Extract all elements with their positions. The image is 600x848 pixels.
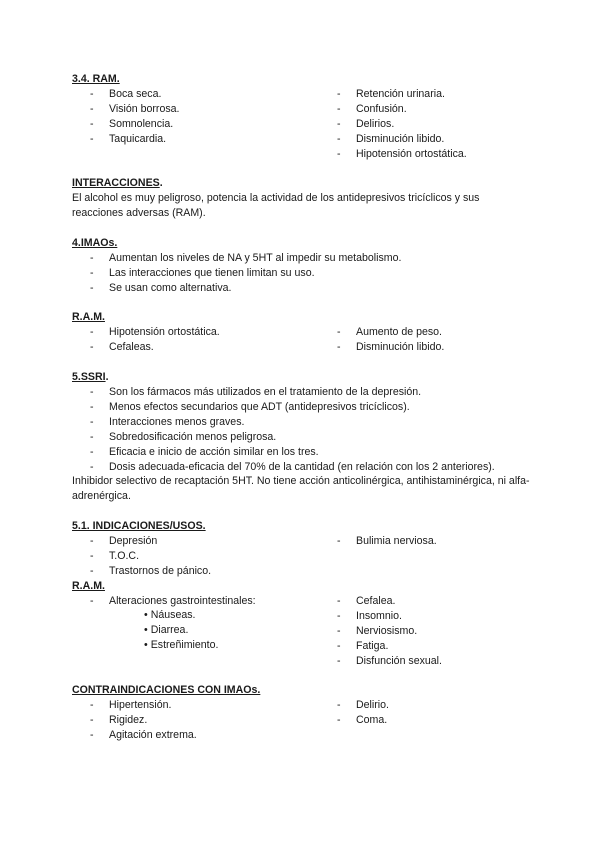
list-item: - Coma. [337, 713, 389, 728]
list-item: - Las interacciones que tienen limitan su uso. [90, 266, 401, 281]
contraindicaciones-list-right [337, 698, 389, 728]
list-item: - Hipotensión ortostática. [90, 325, 220, 340]
list-item: - Hipotensión ortostática. [337, 147, 467, 162]
indicaciones-list-left [90, 534, 211, 579]
heading-interacciones-suffix: . [159, 177, 163, 189]
heading-ssri [72, 371, 109, 384]
heading-ssri-text: 5.SSRI [72, 371, 106, 383]
list-item: - Hipertensión. [90, 698, 197, 713]
heading-ram-tricyclic: 3.4. RAM. [72, 73, 120, 85]
list-item: - Eficacia e inicio de acción similar en los tres. [90, 445, 495, 460]
list-item: - Cefalea. [337, 594, 442, 609]
indicaciones-list-right [337, 534, 437, 549]
list-item: - Alteraciones gastrointestinales: [90, 594, 256, 609]
list-item: - Boca seca. [90, 87, 179, 102]
list-item: - Confusión. [337, 102, 467, 117]
list-item: - Interacciones menos graves. [90, 415, 495, 430]
heading-contraindicaciones: CONTRAINDICACIONES CON IMAOs. [72, 684, 261, 696]
list-item: - Delirio. [337, 698, 389, 713]
sub-list-item: • Diarrea. [144, 623, 218, 638]
ram-tricyclic-list-left [90, 87, 179, 147]
list-item: - T.O.C. [90, 549, 211, 564]
list-item: - Dosis adecuada-eficacia del 70% de la cantidad (en relación con los 2 anteriores). [90, 460, 495, 475]
heading-indicaciones: 5.1. INDICACIONES/USOS. [72, 520, 206, 532]
sub-list-item: • Estreñimiento. [144, 638, 218, 653]
list-item: - Sobredosificación menos peligrosa. [90, 430, 495, 445]
list-item: - Disminución libido. [337, 132, 467, 147]
list-item: - Agitación extrema. [90, 728, 197, 743]
list-item: - Menos efectos secundarios que ADT (antidepresivos tricíclicos). [90, 400, 495, 415]
ssri-description: Inhibidor selectivo de recaptación 5HT. No tiene acción anticolinérgica, antihistaminérgica, ni alfa-adrenérgica. [72, 475, 530, 502]
list-item: - Aumento de peso. [337, 325, 444, 340]
ssri-list [90, 385, 495, 475]
list-item: - Nerviosismo. [337, 624, 442, 639]
ram-ssri-list-left [90, 594, 256, 609]
interacciones-text: El alcohol es muy peligroso, potencia la actividad de los antidepresivos tricíclicos y sus reacciones adversas (RAM). [72, 192, 480, 219]
list-item: - Somnolencia. [90, 117, 179, 132]
list-item: - Bulimia nerviosa. [337, 534, 437, 549]
ram-ssri-sublist [144, 608, 218, 653]
list-item: - Taquicardia. [90, 132, 179, 147]
list-item: - Rigidez. [90, 713, 197, 728]
ram-imaos-list-left [90, 325, 220, 355]
list-item: - Retención urinaria. [337, 87, 467, 102]
list-item: - Insomnio. [337, 609, 442, 624]
list-item: - Trastornos de pánico. [90, 564, 211, 579]
ram-tricyclic-list-right [337, 87, 467, 162]
heading-interacciones-text: INTERACCIONES [72, 177, 160, 189]
ram-ssri-list-right [337, 594, 442, 669]
list-item: - Se usan como alternativa. [90, 281, 401, 296]
list-item: - Visión borrosa. [90, 102, 179, 117]
imaos-list [90, 251, 401, 296]
list-item: - Disfunción sexual. [337, 654, 442, 669]
ram-imaos-list-right [337, 325, 444, 355]
contraindicaciones-list-left [90, 698, 197, 743]
list-item: - Aumentan los niveles de NA y 5HT al impedir su metabolismo. [90, 251, 401, 266]
list-item: - Disminución libido. [337, 340, 444, 355]
list-item: - Delirios. [337, 117, 467, 132]
heading-ram-ssri: R.A.M. [72, 580, 105, 592]
sub-list-item: • Náuseas. [144, 608, 218, 623]
heading-ram-imaos: R.A.M. [72, 311, 105, 323]
list-item: - Cefaleas. [90, 340, 220, 355]
list-item: - Fatiga. [337, 639, 442, 654]
list-item: - Son los fármacos más utilizados en el tratamiento de la depresión. [90, 385, 495, 400]
heading-imaos: 4.IMAOs. [72, 237, 118, 249]
heading-interacciones [72, 177, 163, 190]
heading-ssri-suffix: . [105, 371, 109, 383]
list-item: - Depresión [90, 534, 211, 549]
